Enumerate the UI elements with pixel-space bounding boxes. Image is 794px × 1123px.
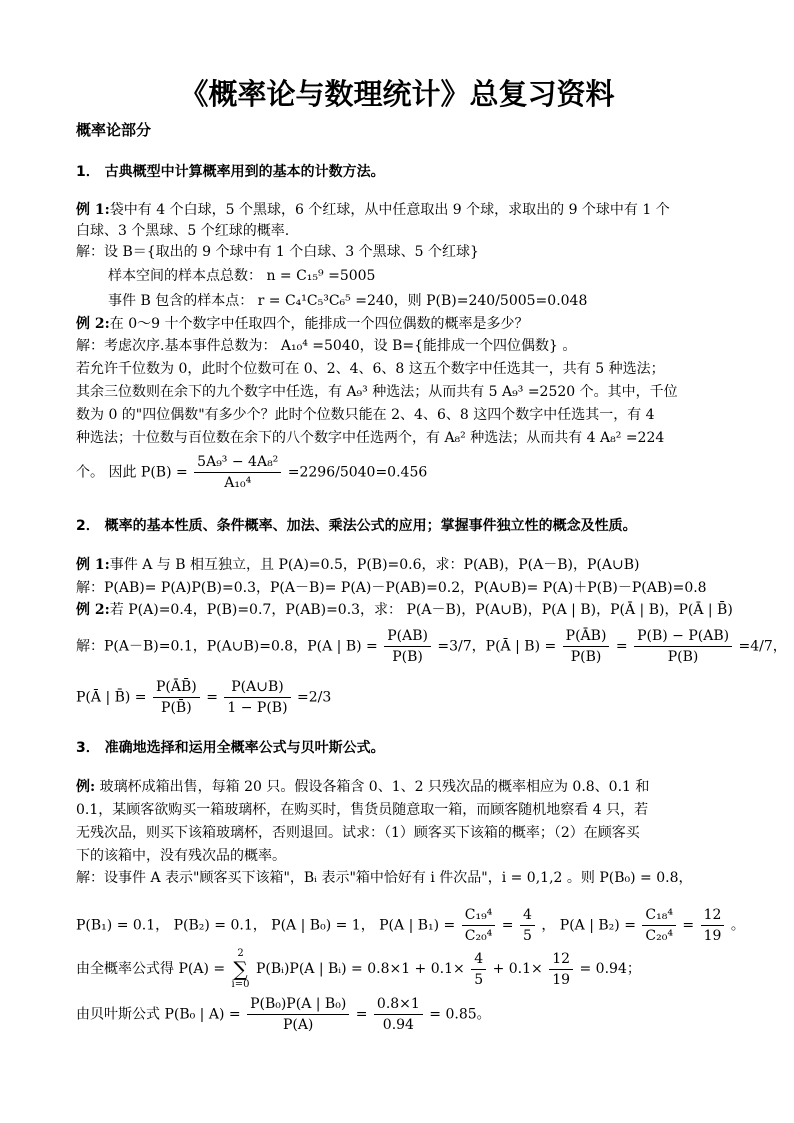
formula-text: 由贝叶斯公式 P(B₀ | A) = xyxy=(76,1006,241,1023)
fraction-denominator: P(A) xyxy=(282,1017,314,1033)
formula-text: + 0.1× xyxy=(492,961,543,977)
s1-solution-2-line-3: 其余三位数则在余下的九个数字中任选，有 A₉³ 种选法；从而共有 5 A₉³ =2520 个。其中，千位 xyxy=(76,384,678,400)
fraction-denominator: P(B) xyxy=(570,649,602,665)
formula-text: =4/7， xyxy=(738,638,787,655)
fraction-numerator: 0.8×1 xyxy=(374,994,423,1015)
formula-text: 。 xyxy=(730,917,745,934)
s3-example-line-3: 无残次品，则买下该箱玻璃杯，否则退回。试求：（1）顾客买下该箱的概率；（2）在顾客买 xyxy=(76,825,640,841)
s1-solution-2-line-6 xyxy=(76,452,427,493)
simple-fraction xyxy=(471,949,486,990)
formula-text: = 0.85。 xyxy=(429,1006,491,1023)
s2-example-1-line-1 xyxy=(76,555,639,575)
fraction-denominator: C₂₀⁴ xyxy=(645,928,673,944)
conditional-fraction xyxy=(384,626,431,667)
formula-text: ， P(A | B₂) = xyxy=(541,917,636,934)
fraction-denominator: 19 xyxy=(552,971,571,988)
sigma-symbol: ∑ xyxy=(233,957,248,981)
fraction-numerator: P(B₀)P(A | B₀) xyxy=(247,994,349,1015)
example-label: 例 2: xyxy=(76,316,110,332)
summation-sign xyxy=(232,948,250,990)
bayes-fraction xyxy=(247,994,349,1035)
example-text: 在 0～9 十个数字中任取四个，能排成一个四位偶数的概率是多少？ xyxy=(109,316,529,332)
s1-solution-2-line-5: 种选法；十位数与百位数在余下的八个数字中任选两个，有 A₈² 种选法；从而共有 4 A₈² =224 xyxy=(76,430,665,446)
fraction-numerator: 12 xyxy=(701,905,725,926)
fraction-denominator: 1 − P(B) xyxy=(227,700,288,716)
fraction-numerator: P(ĀB̄) xyxy=(153,677,200,698)
section-2-heading: 2． 概率的基本性质、条件概率、加法、乘法公式的应用；掌握事件独立性的概念及性质。 xyxy=(76,518,637,534)
fraction-numerator: 4 xyxy=(471,949,486,970)
s3-solution-line-3 xyxy=(76,948,641,990)
s2-example-2-line-1 xyxy=(76,600,733,620)
example-text: 袋中有 4 个白球，5 个黑球，6 个红球，从中任意取出 9 个球，求取出的 9 个球中有 1 个 xyxy=(109,202,670,218)
combination-fraction xyxy=(642,905,676,946)
fraction-denominator: P(B̄) xyxy=(161,700,192,716)
fraction-denominator: P(B) xyxy=(667,649,699,665)
fraction-numerator: C₁₈⁴ xyxy=(642,905,676,926)
conditional-fraction xyxy=(153,677,200,718)
s3-solution-line-2: P(B₁) = 0.1， P(B₂) = 0.1， P(A | B₀) = 1， P(A | B₁) = $\frac{\text{C₁₉⁴}}{\text{C₂₀⁴}}$ = $\frac{4}{5}$ ， P(A | B₂) = $\frac{\text{C₁₈⁴}}{\text{C₂₀⁴}}$ = $\frac{12}{19}$ 。 xyxy=(76,907,745,944)
s1-example-2-line-1 xyxy=(76,314,529,334)
fraction-denominator: P(B) xyxy=(392,649,423,665)
fraction-denominator: C₂₀⁴ xyxy=(464,928,493,944)
s3-example-line-2: 0.1，某顾客欲购买一箱玻璃杯，在购买时，售货员随意取一箱，而顾客随机地察看 4 只，若 xyxy=(76,802,649,818)
s3-example-line-1 xyxy=(76,777,649,797)
simple-fraction xyxy=(549,949,573,990)
formula-text: 由全概率公式得 P(A) = xyxy=(76,961,226,977)
s1-solution-2-line-1: 解：考虑次序.基本事件总数为： A₁₀⁴ =5040，设 B={能排成一个四位偶数} 。 xyxy=(76,338,577,354)
fraction-numerator: 5A₉³ − 4A₈² xyxy=(194,452,281,473)
bayes-fraction xyxy=(374,994,423,1035)
probability-fraction xyxy=(194,452,281,493)
fraction-numerator: 4 xyxy=(520,905,535,926)
fraction-denominator: 19 xyxy=(703,928,722,944)
formula-text: 个。 因此 P(B) = xyxy=(76,464,188,481)
s3-example-line-4: 下的该箱中，没有残次品的概率。 xyxy=(76,848,286,864)
s2-solution-1-line-1: 解：P(AB)= P(A)P(B)=0.3，P(A－B)= P(A)－P(AB)=0.2，P(A∪B)= P(A)＋P(B)－P(AB)=0.8 xyxy=(76,580,707,596)
fraction-denominator: A₁₀⁴ xyxy=(224,475,252,491)
conditional-fraction xyxy=(224,677,290,718)
s2-solution-2-line-1: 解：P(A－B)=0.1，P(A∪B)=0.8，P(A | B) = $\frac{P(AB)}{P(B)}$ =3/7，P(Ā | B) = $\frac{P(ĀB)}{P(B)}$ = $\frac{P(B) - P(AB)}{P(B)}$ =4/7， xyxy=(76,628,787,665)
example-label: 例 1: xyxy=(76,557,110,573)
formula-text: =2296/5040=0.456 xyxy=(287,464,428,481)
fraction-denominator: 5 xyxy=(522,928,532,944)
fraction-numerator: P(AB) xyxy=(384,626,431,647)
formula-text: P(B₁) = 0.1， P(B₂) = 0.1， P(A | B₀) = 1， P(A | B₁) = xyxy=(76,917,456,934)
conditional-fraction xyxy=(563,626,610,667)
conditional-fraction xyxy=(634,626,732,667)
s1-solution-1-line-1: 解：设 B＝{取出的 9 个球中有 1 个白球、3 个黑球、5 个红球} xyxy=(76,244,479,260)
s3-solution-line-4: 由贝叶斯公式 P(B₀ | A) = $\frac{\text{P(B₀)P(A | B₀)}}{P(A)}$ = $\frac{0.8\times 1}{0.94}$ = 0.85。 xyxy=(76,996,491,1033)
example-text: 玻璃杯成箱出售，每箱 20 只。假设各箱含 0、1、2 只残次品的概率相应为 0.8、0.1 和 xyxy=(95,779,650,795)
summation-lower: i=0 xyxy=(231,979,250,990)
part-heading: 概率论部分 xyxy=(76,121,152,139)
fraction-numerator: 12 xyxy=(549,949,573,970)
example-label: 例 2: xyxy=(76,602,110,618)
fraction-denominator: 5 xyxy=(474,971,484,988)
summation-upper: 2 xyxy=(237,948,244,959)
example-text: 事件 A 与 B 相互独立，且 P(A)=0.5，P(B)=0.6，求：P(AB)，P(A－B)，P(A∪B) xyxy=(109,557,640,573)
fraction-denominator: 0.94 xyxy=(382,1017,414,1033)
section-1-heading: 1． 古典概型中计算概率用到的基本的计数方法。 xyxy=(76,164,385,180)
formula-text: =3/7，P(Ā | B) = xyxy=(437,638,557,655)
formula-text: P(Ā | B̄) = xyxy=(76,689,147,706)
formula-text: =2/3 xyxy=(297,689,332,706)
s1-solution-1-line-3: 事件 B 包含的样本点： r = C₄¹C₅³C₆⁵ =240，则 P(B)=240/5005=0.048 xyxy=(108,293,588,309)
fraction-numerator: C₁₉⁴ xyxy=(462,905,496,926)
simple-fraction xyxy=(701,905,725,946)
document-title: 《概率论与数理统计》总复习资料 xyxy=(179,77,615,111)
example-text: 若 P(A)=0.4，P(B)=0.7，P(AB)=0.3，求： P(A－B)，P(A∪B)，P(A | B)，P(Ā | B)，P(Ā | B̄) xyxy=(109,602,733,618)
s1-example-1-line-1 xyxy=(76,200,670,220)
s2-solution-2-line-2: P(Ā | B̄) = $\frac{P(ĀB̄)}{P(B̄)}$ = $\frac{P(A\cup B)}{1 - P(B)}$ =2/3 xyxy=(76,679,332,716)
example-label: 例: xyxy=(76,779,96,795)
s1-example-1-line-2: 白球、3 个黑球、5 个红球的概率. xyxy=(76,223,290,239)
s1-solution-2-line-4: 数为 0 的"四位偶数"有多少个？此时个位数只能在 2、4、6、8 这四个数字中任选其一，有 4 xyxy=(76,407,655,423)
fraction-numerator: P(B) − P(AB) xyxy=(634,626,732,647)
s3-solution-line-1: 解：设事件 A 表示"顾客买下该箱"，Bᵢ 表示"箱中恰好有 i 件次品"，i = 0,1,2 。则 P(B₀) = 0.8， xyxy=(76,870,693,886)
simple-fraction xyxy=(520,905,535,946)
formula-text: = 0.94； xyxy=(579,961,641,977)
combination-fraction xyxy=(462,905,496,946)
s1-solution-2-line-2: 若允许千位数为 0，此时个位数可在 0、2、4、6、8 这五个数字中任选其一，共有 5 种选法； xyxy=(76,361,665,377)
section-3-heading: 3． 准确地选择和运用全概率公式与贝叶斯公式。 xyxy=(76,740,385,756)
example-label: 例 1: xyxy=(76,202,110,218)
formula-text: 解：P(A－B)=0.1，P(A∪B)=0.8，P(A | B) = xyxy=(76,638,378,655)
s1-solution-1-line-2: 样本空间的样本点总数： n = C₁₅⁹ =5005 xyxy=(108,268,376,284)
fraction-numerator: P(A∪B) xyxy=(224,677,290,698)
formula-text: P(Bᵢ)P(A | Bᵢ) = 0.8×1 + 0.1× xyxy=(255,961,465,977)
fraction-numerator: P(ĀB) xyxy=(563,626,610,647)
